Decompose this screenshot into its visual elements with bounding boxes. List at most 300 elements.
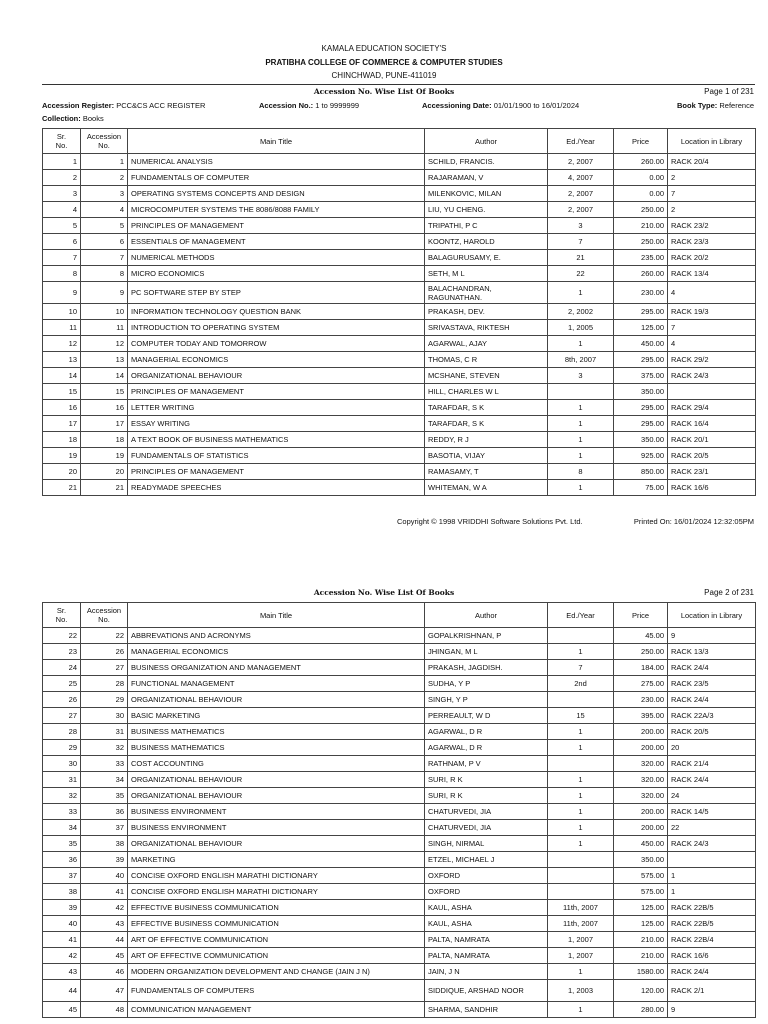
accession-no-cell: 32 — [81, 740, 128, 756]
accession-range-label: Accession No.: — [259, 101, 314, 110]
col-ed-year: Ed./Year — [548, 129, 614, 154]
table-header-row — [43, 129, 756, 154]
location-cell: 9 — [668, 1002, 756, 1018]
location-cell: 24 — [668, 788, 756, 804]
accession-no-cell: 13 — [81, 352, 128, 368]
header-rule — [42, 84, 755, 85]
accession-no-cell: 8 — [81, 266, 128, 282]
accession-no-cell: 48 — [81, 1002, 128, 1018]
price-cell: 350.00 — [614, 432, 668, 448]
accession-no-cell: 21 — [81, 480, 128, 496]
location-cell: RACK 16/6 — [668, 480, 756, 496]
location-cell: RACK 24/4 — [668, 692, 756, 708]
ed-year-cell: 3 — [548, 218, 614, 234]
ed-year-cell: 1 — [548, 820, 614, 836]
sr-no-cell: 26 — [43, 692, 81, 708]
ed-year-cell: 1, 2003 — [548, 980, 614, 1002]
ed-year-cell: 21 — [548, 250, 614, 266]
accession-no-cell: 43 — [81, 916, 128, 932]
author-cell: MILENKOVIC, MILAN — [425, 186, 548, 202]
price-cell: 575.00 — [614, 884, 668, 900]
accession-no-cell: 12 — [81, 336, 128, 352]
title-cell: COMMUNICATION MANAGEMENT — [128, 1002, 425, 1018]
author-cell: JAIN, J N — [425, 964, 548, 980]
sr-no-cell: 1 — [43, 154, 81, 170]
ed-year-cell: 1 — [548, 772, 614, 788]
title-cell: LETTER WRITING — [128, 400, 425, 416]
ed-year-cell — [548, 628, 614, 644]
location-cell: RACK 14/5 — [668, 804, 756, 820]
table-row — [43, 218, 756, 234]
table-row — [43, 980, 756, 1002]
location-cell: 4 — [668, 336, 756, 352]
accession-no-cell: 22 — [81, 628, 128, 644]
ed-year-cell: 1 — [548, 448, 614, 464]
price-cell: 575.00 — [614, 868, 668, 884]
accession-no-cell: 10 — [81, 304, 128, 320]
accession-no-cell: 42 — [81, 900, 128, 916]
location-cell: RACK 29/2 — [668, 352, 756, 368]
title-cell: ART OF EFFECTIVE COMMUNICATION — [128, 932, 425, 948]
accession-no-cell: 5 — [81, 218, 128, 234]
accession-no-cell: 30 — [81, 708, 128, 724]
ed-year-cell: 1 — [548, 836, 614, 852]
sr-no-cell: 33 — [43, 804, 81, 820]
sr-no-cell: 11 — [43, 320, 81, 336]
ed-year-cell: 11th, 2007 — [548, 900, 614, 916]
location-cell: RACK 19/3 — [668, 304, 756, 320]
title-cell: PC SOFTWARE STEP BY STEP — [128, 282, 425, 304]
price-cell: 250.00 — [614, 644, 668, 660]
sr-no-cell: 5 — [43, 218, 81, 234]
price-cell: 0.00 — [614, 186, 668, 202]
title-cell: BASIC MARKETING — [128, 708, 425, 724]
location-cell: RACK 20/2 — [668, 250, 756, 266]
col-accession-no: Accession No. — [81, 129, 128, 154]
table-row — [43, 266, 756, 282]
price-cell: 210.00 — [614, 932, 668, 948]
location-cell: RACK 21/4 — [668, 756, 756, 772]
accession-no-cell: 41 — [81, 884, 128, 900]
title-cell: EFFECTIVE BUSINESS COMMUNICATION — [128, 916, 425, 932]
price-cell: 1580.00 — [614, 964, 668, 980]
sr-no-cell: 7 — [43, 250, 81, 266]
location-cell: RACK 13/4 — [668, 266, 756, 282]
ed-year-cell: 11th, 2007 — [548, 916, 614, 932]
title-cell: OPERATING SYSTEMS CONCEPTS AND DESIGN — [128, 186, 425, 202]
collection-label: Collection: — [42, 114, 81, 123]
accession-no-cell: 26 — [81, 644, 128, 660]
location-cell: RACK 22B/5 — [668, 900, 756, 916]
location-cell: RACK 24/4 — [668, 772, 756, 788]
price-cell: 350.00 — [614, 852, 668, 868]
title-cell: ORGANIZATIONAL BEHAVIOUR — [128, 788, 425, 804]
author-cell: JHINGAN, M L — [425, 644, 548, 660]
sr-no-cell: 13 — [43, 352, 81, 368]
table-row — [43, 820, 756, 836]
table-row — [43, 900, 756, 916]
location-cell: RACK 13/3 — [668, 644, 756, 660]
location-cell: 7 — [668, 186, 756, 202]
author-cell: PALTA, NAMRATA — [425, 932, 548, 948]
location-cell: RACK 20/4 — [668, 154, 756, 170]
sr-no-cell: 20 — [43, 464, 81, 480]
title-cell: MODERN ORGANIZATION DEVELOPMENT AND CHANGE (JAIN J N) — [128, 964, 425, 980]
accession-no-cell: 44 — [81, 932, 128, 948]
location-cell: RACK 22B/5 — [668, 916, 756, 932]
copyright-notice: Copyright © 1998 VRIDDHI Software Solutions Pvt. Ltd. — [397, 517, 583, 526]
page-number: Page 1 of 231 — [704, 87, 754, 96]
author-cell: ETZEL, MICHAEL J — [425, 852, 548, 868]
table-row — [43, 708, 756, 724]
accession-no-cell: 47 — [81, 980, 128, 1002]
location-cell: 4 — [668, 282, 756, 304]
location-cell: 1 — [668, 868, 756, 884]
ed-year-cell: 8th, 2007 — [548, 352, 614, 368]
table-row — [43, 804, 756, 820]
price-cell: 125.00 — [614, 916, 668, 932]
sr-no-cell: 45 — [43, 1002, 81, 1018]
society-name: KAMALA EDUCATION SOCIETY'S — [321, 44, 447, 53]
author-cell: CHATURVEDI, JIA — [425, 804, 548, 820]
book-type — [677, 101, 754, 110]
ed-year-cell: 1, 2005 — [548, 320, 614, 336]
accession-register — [42, 101, 205, 110]
sr-no-cell: 21 — [43, 480, 81, 496]
ed-year-cell: 1 — [548, 788, 614, 804]
author-cell: MCSHANE, STEVEN — [425, 368, 548, 384]
title-cell: FUNCTIONAL MANAGEMENT — [128, 676, 425, 692]
table-row — [43, 836, 756, 852]
price-cell: 850.00 — [614, 464, 668, 480]
sr-no-cell: 25 — [43, 676, 81, 692]
sr-no-cell: 28 — [43, 724, 81, 740]
sr-no-cell: 15 — [43, 384, 81, 400]
table-row — [43, 660, 756, 676]
ed-year-cell: 1 — [548, 432, 614, 448]
price-cell: 210.00 — [614, 218, 668, 234]
location-cell: RACK 20/5 — [668, 724, 756, 740]
author-cell: SURI, R K — [425, 788, 548, 804]
location-cell: RACK 16/4 — [668, 416, 756, 432]
location-cell: 9 — [668, 628, 756, 644]
table-row — [43, 170, 756, 186]
ed-year-cell: 1 — [548, 964, 614, 980]
author-cell: TARAFDAR, S K — [425, 400, 548, 416]
ed-year-cell: 3 — [548, 368, 614, 384]
ed-year-cell: 1, 2007 — [548, 948, 614, 964]
location-cell: RACK 24/4 — [668, 964, 756, 980]
ed-year-cell: 1, 2007 — [548, 932, 614, 948]
author-cell: RAJARAMAN, V — [425, 170, 548, 186]
title-cell: PRINCIPLES OF MANAGEMENT — [128, 464, 425, 480]
price-cell: 375.00 — [614, 368, 668, 384]
ed-year-cell — [548, 868, 614, 884]
sr-no-cell: 36 — [43, 852, 81, 868]
ed-year-cell: 1 — [548, 644, 614, 660]
accession-no-cell: 7 — [81, 250, 128, 266]
accession-no-cell: 39 — [81, 852, 128, 868]
location-cell: RACK 23/2 — [668, 218, 756, 234]
author-cell: BALAGURUSAMY, E. — [425, 250, 548, 266]
accession-no-cell: 16 — [81, 400, 128, 416]
sr-no-cell: 6 — [43, 234, 81, 250]
accession-no-cell: 6 — [81, 234, 128, 250]
author-cell: PALTA, NAMRATA — [425, 948, 548, 964]
printed-on: Printed On: 16/01/2024 12:32:05PM — [633, 517, 754, 526]
sr-no-cell: 24 — [43, 660, 81, 676]
sr-no-cell: 14 — [43, 368, 81, 384]
table-row — [43, 448, 756, 464]
col-author: Author — [425, 129, 548, 154]
price-cell: 230.00 — [614, 282, 668, 304]
ed-year-cell: 15 — [548, 708, 614, 724]
title-cell: MANAGERIAL ECONOMICS — [128, 352, 425, 368]
ed-year-cell: 22 — [548, 266, 614, 282]
author-cell: SRIVASTAVA, RIKTESH — [425, 320, 548, 336]
author-cell: AGARWAL, D R — [425, 724, 548, 740]
table-row — [43, 852, 756, 868]
price-cell: 280.00 — [614, 1002, 668, 1018]
title-cell: ORGANIZATIONAL BEHAVIOUR — [128, 836, 425, 852]
price-cell: 75.00 — [614, 480, 668, 496]
location-cell: RACK 16/6 — [668, 948, 756, 964]
accession-no-cell: 9 — [81, 282, 128, 304]
accession-no-cell: 15 — [81, 384, 128, 400]
title-cell: ESSENTIALS OF MANAGEMENT — [128, 234, 425, 250]
price-cell: 450.00 — [614, 836, 668, 852]
author-cell: SINGH, NIRMAL — [425, 836, 548, 852]
title-cell: A TEXT BOOK OF BUSINESS MATHEMATICS — [128, 432, 425, 448]
sr-no-cell: 22 — [43, 628, 81, 644]
table-row — [43, 480, 756, 496]
price-cell: 320.00 — [614, 772, 668, 788]
location-cell: 2 — [668, 170, 756, 186]
sr-no-cell: 42 — [43, 948, 81, 964]
accession-no-cell: 11 — [81, 320, 128, 336]
title-cell: ESSAY WRITING — [128, 416, 425, 432]
author-cell: BASOTIA, VIJAY — [425, 448, 548, 464]
author-cell: KAUL, ASHA — [425, 900, 548, 916]
price-cell: 295.00 — [614, 400, 668, 416]
ed-year-cell: 1 — [548, 740, 614, 756]
title-cell: ABBREVATIONS AND ACRONYMS — [128, 628, 425, 644]
ed-year-cell: 2, 2007 — [548, 202, 614, 218]
accession-no-cell: 27 — [81, 660, 128, 676]
table-row — [43, 416, 756, 432]
collection-value: Books — [82, 114, 104, 123]
col-main-title: Main Title — [128, 129, 425, 154]
table-row — [43, 692, 756, 708]
accessioning-date-label: Accessioning Date: — [422, 101, 492, 110]
sr-no-cell: 12 — [43, 336, 81, 352]
location-cell: RACK 23/5 — [668, 676, 756, 692]
accession-no-cell: 45 — [81, 948, 128, 964]
accession-no-cell: 2 — [81, 170, 128, 186]
sr-no-cell: 4 — [43, 202, 81, 218]
author-cell: SURI, R K — [425, 772, 548, 788]
price-cell: 250.00 — [614, 234, 668, 250]
sr-no-cell: 37 — [43, 868, 81, 884]
author-cell: SHARMA, SANDHIR — [425, 1002, 548, 1018]
location-cell: RACK 22B/4 — [668, 932, 756, 948]
author-cell: PERREAULT, W D — [425, 708, 548, 724]
accession-register-value: PCC&CS ACC REGISTER — [116, 101, 206, 110]
author-cell: OXFORD — [425, 884, 548, 900]
price-cell: 200.00 — [614, 804, 668, 820]
ed-year-cell: 7 — [548, 660, 614, 676]
ed-year-cell: 1 — [548, 480, 614, 496]
title-cell: PRINCIPLES OF MANAGEMENT — [128, 218, 425, 234]
author-cell: WHITEMAN, W A — [425, 480, 548, 496]
title-cell: COMPUTER TODAY AND TOMORROW — [128, 336, 425, 352]
col-author: Author — [425, 603, 548, 628]
price-cell: 320.00 — [614, 788, 668, 804]
price-cell: 0.00 — [614, 170, 668, 186]
price-cell: 125.00 — [614, 900, 668, 916]
price-cell: 295.00 — [614, 304, 668, 320]
accession-register-label: Accession Register: — [42, 101, 115, 110]
price-cell: 450.00 — [614, 336, 668, 352]
sr-no-cell: 16 — [43, 400, 81, 416]
accession-no-cell: 38 — [81, 836, 128, 852]
location-cell: RACK 24/4 — [668, 660, 756, 676]
author-cell: SCHILD, FRANCIS. — [425, 154, 548, 170]
col-location: Location in Library — [668, 603, 756, 628]
accession-no-cell: 18 — [81, 432, 128, 448]
author-cell: AGARWAL, AJAY — [425, 336, 548, 352]
ed-year-cell: 1 — [548, 400, 614, 416]
col-accession-no: Accession No. — [81, 603, 128, 628]
title-cell: INFORMATION TECHNOLOGY QUESTION BANK — [128, 304, 425, 320]
ed-year-cell — [548, 692, 614, 708]
ed-year-cell: 1 — [548, 282, 614, 304]
accession-no-cell: 40 — [81, 868, 128, 884]
accession-no-cell: 31 — [81, 724, 128, 740]
title-cell: CONCISE OXFORD ENGLISH MARATHI DICTIONARY — [128, 868, 425, 884]
author-cell: PRAKASH, JAGDISH. — [425, 660, 548, 676]
price-cell: 45.00 — [614, 628, 668, 644]
author-cell: OXFORD — [425, 868, 548, 884]
sr-no-cell: 34 — [43, 820, 81, 836]
accession-no-cell: 17 — [81, 416, 128, 432]
author-cell: THOMAS, C R — [425, 352, 548, 368]
price-cell: 260.00 — [614, 266, 668, 282]
price-cell: 230.00 — [614, 692, 668, 708]
title-cell: MARKETING — [128, 852, 425, 868]
location-cell: 2 — [668, 202, 756, 218]
author-cell: KAUL, ASHA — [425, 916, 548, 932]
table-row — [43, 320, 756, 336]
table-row — [43, 884, 756, 900]
table-row — [43, 756, 756, 772]
col-ed-year: Ed./Year — [548, 603, 614, 628]
sr-no-cell: 30 — [43, 756, 81, 772]
title-cell: BUSINESS MATHEMATICS — [128, 740, 425, 756]
author-cell: AGARWAL, D R — [425, 740, 548, 756]
table-row — [43, 186, 756, 202]
accession-no-cell: 35 — [81, 788, 128, 804]
ed-year-cell: 4, 2007 — [548, 170, 614, 186]
price-cell: 200.00 — [614, 740, 668, 756]
sr-no-cell: 23 — [43, 644, 81, 660]
col-price: Price — [614, 603, 668, 628]
ed-year-cell: 2, 2007 — [548, 186, 614, 202]
ed-year-cell: 2nd — [548, 676, 614, 692]
title-cell: FUNDAMENTALS OF COMPUTERS — [128, 980, 425, 1002]
author-cell: SINGH, Y P — [425, 692, 548, 708]
author-cell: SIDDIQUE, ARSHAD NOOR — [425, 980, 548, 1002]
location-cell: RACK 22A/3 — [668, 708, 756, 724]
title-cell: PRINCIPLES OF MANAGEMENT — [128, 384, 425, 400]
location-cell: 22 — [668, 820, 756, 836]
location-cell: 20 — [668, 740, 756, 756]
sr-no-cell: 31 — [43, 772, 81, 788]
author-cell: SETH, M L — [425, 266, 548, 282]
col-main-title: Main Title — [128, 603, 425, 628]
price-cell: 320.00 — [614, 756, 668, 772]
table-row — [43, 234, 756, 250]
location-cell: RACK 23/1 — [668, 464, 756, 480]
report-title: Accession No. Wise List Of Books — [313, 87, 455, 96]
author-cell: KOONTZ, HAROLD — [425, 234, 548, 250]
ed-year-cell — [548, 852, 614, 868]
price-cell: 235.00 — [614, 250, 668, 266]
author-cell: LIU, YU CHENG. — [425, 202, 548, 218]
ed-year-cell — [548, 384, 614, 400]
sr-no-cell: 35 — [43, 836, 81, 852]
author-cell: TARAFDAR, S K — [425, 416, 548, 432]
table-row — [43, 788, 756, 804]
accession-no-cell: 28 — [81, 676, 128, 692]
sr-no-cell: 29 — [43, 740, 81, 756]
price-cell: 250.00 — [614, 202, 668, 218]
table-row — [43, 948, 756, 964]
price-cell: 925.00 — [614, 448, 668, 464]
accession-range — [259, 101, 359, 110]
ed-year-cell — [548, 884, 614, 900]
sr-no-cell: 40 — [43, 916, 81, 932]
title-cell: INTRODUCTION TO OPERATING SYSTEM — [128, 320, 425, 336]
location-cell: RACK 24/3 — [668, 836, 756, 852]
location-cell: 1 — [668, 884, 756, 900]
price-cell: 125.00 — [614, 320, 668, 336]
col-location: Location in Library — [668, 129, 756, 154]
report-title-page-2: Accession No. Wise List Of Books — [313, 588, 455, 597]
ed-year-cell: 8 — [548, 464, 614, 480]
author-cell: RAMASAMY, T — [425, 464, 548, 480]
ed-year-cell — [548, 756, 614, 772]
table-row — [43, 868, 756, 884]
col-price: Price — [614, 129, 668, 154]
accession-no-cell: 36 — [81, 804, 128, 820]
location-cell: 7 — [668, 320, 756, 336]
title-cell: ORGANIZATIONAL BEHAVIOUR — [128, 772, 425, 788]
table-row — [43, 384, 756, 400]
table-row — [43, 1002, 756, 1018]
table-row — [43, 740, 756, 756]
author-cell: PRAKASH, DEV. — [425, 304, 548, 320]
table-row — [43, 964, 756, 980]
accession-no-cell: 37 — [81, 820, 128, 836]
collection — [42, 114, 104, 123]
table-row — [43, 432, 756, 448]
title-cell: NUMERICAL ANALYSIS — [128, 154, 425, 170]
title-cell: ORGANIZATIONAL BEHAVIOUR — [128, 368, 425, 384]
author-cell: REDDY, R J — [425, 432, 548, 448]
col-sr-no: Sr. No. — [43, 603, 81, 628]
price-cell: 395.00 — [614, 708, 668, 724]
